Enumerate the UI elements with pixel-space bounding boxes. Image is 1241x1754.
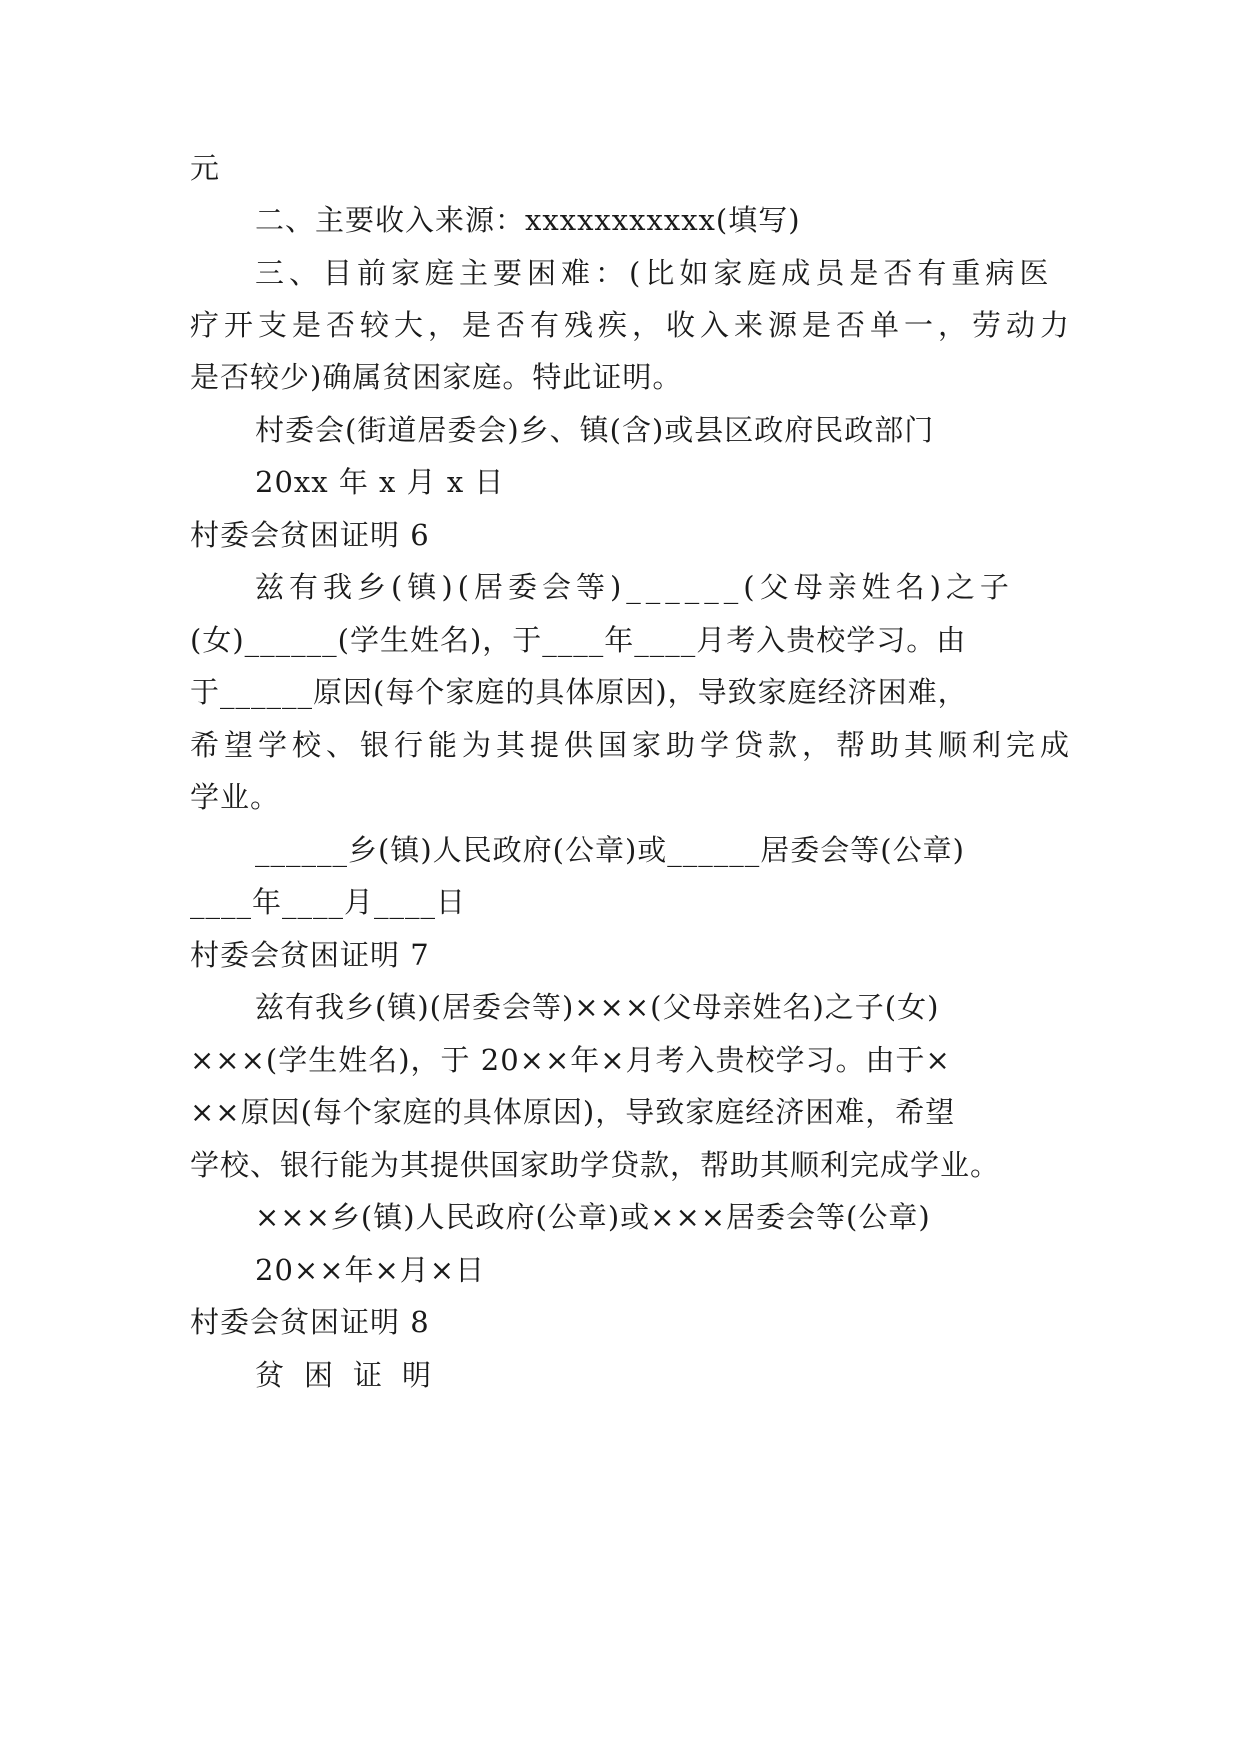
- text-line: 是否较少)确属贫困家庭。特此证明。: [190, 360, 683, 394]
- date-line: ____年____月____日: [190, 885, 467, 919]
- date-line: 20××年×月×日: [255, 1253, 486, 1287]
- text-line: 希望学校、银行能为其提供国家助学贷款，帮助其顺利完成: [190, 728, 1075, 762]
- text-line: 学业。: [190, 780, 281, 814]
- signature-line: ______乡(镇)人民政府(公章)或______居委会等(公章): [255, 833, 965, 867]
- section-heading: 村委会贫困证明 8: [190, 1305, 430, 1339]
- text-line: 二、主要收入来源：xxxxxxxxxxx(填写): [255, 203, 801, 237]
- text-line: 于______原因(每个家庭的具体原因)，导致家庭经济困难，: [190, 675, 968, 709]
- text-line: (女)______(学生姓名)，于____年____月考入贵校学习。由: [190, 623, 967, 657]
- text-line: 兹有我乡(镇)(居委会等)×××(父母亲姓名)之子(女): [255, 990, 940, 1024]
- section-heading: 村委会贫困证明 7: [190, 938, 430, 972]
- text-line: 村委会(街道居委会)乡、镇(含)或县区政府民政部门: [255, 413, 935, 447]
- section-heading: 村委会贫困证明 6: [190, 518, 430, 552]
- text-line: ××原因(每个家庭的具体原因)，导致家庭经济困难，希望: [190, 1095, 956, 1129]
- text-line: ×××(学生姓名)，于 20××年×月考入贵校学习。由于×: [190, 1043, 951, 1077]
- text-line: 学校、银行能为其提供国家助学贷款，帮助其顺利完成学业。: [190, 1148, 1001, 1182]
- signature-line: ×××乡(镇)人民政府(公章)或×××居委会等(公章): [255, 1200, 931, 1234]
- text-line: 20xx 年 x 月 x 日: [255, 465, 505, 499]
- text-line: 兹有我乡(镇)(居委会等)______(父母亲姓名)之子: [255, 570, 1014, 604]
- text-line: 元: [190, 151, 221, 185]
- text-line: 三、目前家庭主要困难：(比如家庭成员是否有重病医: [255, 256, 1054, 290]
- text-line: 疗开支是否较大，是否有残疾，收入来源是否单一，劳动力: [190, 308, 1075, 342]
- document-title: 贫困证明: [255, 1358, 452, 1392]
